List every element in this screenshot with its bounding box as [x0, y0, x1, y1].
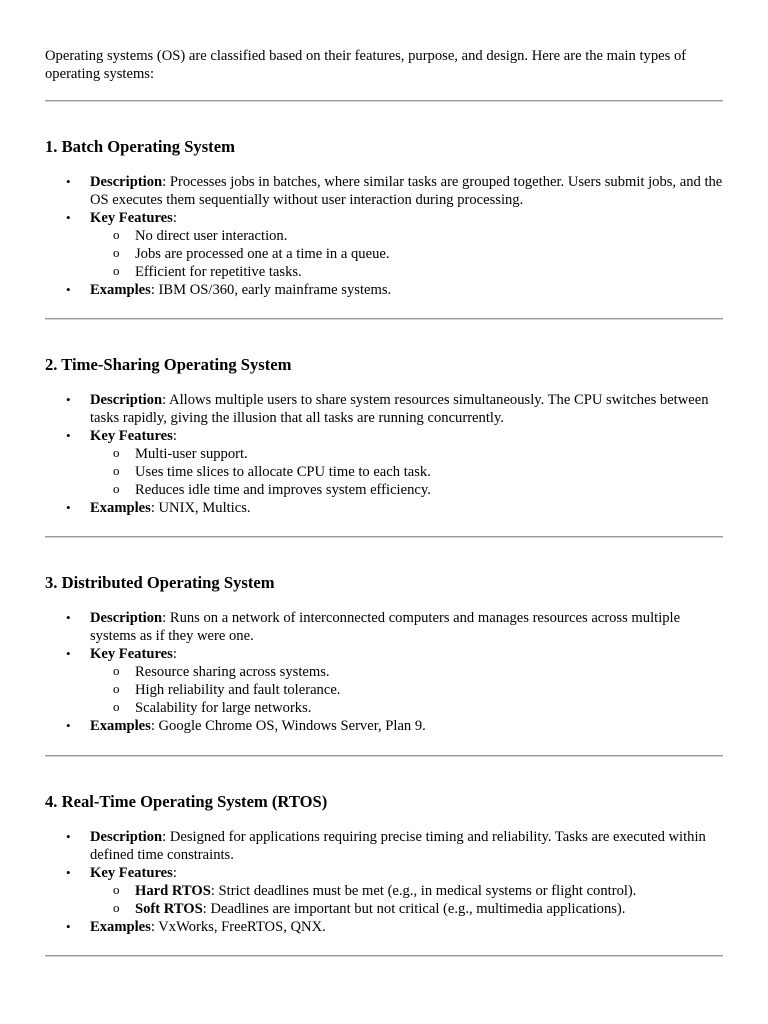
examples-label: Examples — [90, 718, 151, 734]
section-list — [45, 828, 725, 936]
examples-text: : VxWorks, FreeRTOS, QNX. — [150, 919, 326, 935]
key-features-label: Key Features — [90, 646, 173, 662]
section-batch-os — [45, 137, 725, 299]
features-list — [90, 882, 725, 918]
feature-item: o Efficient for repetitive tasks. — [135, 263, 725, 281]
intro-paragraph: Operating systems (OS) are classified based on their features, purpose, and design. Here are the main types of operating systems: — [45, 48, 687, 82]
examples-label: Examples — [90, 500, 151, 516]
feature-text: : Strict deadlines must be met (e.g., in medical systems or flight control). — [210, 883, 637, 899]
section-heading: 4. Real-Time Operating System (RTOS) — [45, 792, 328, 811]
description-text: : Processes jobs in batches, where similar tasks are grouped together. Users submit jobs, and the OS executes them sequentially without user interaction during processing. — [90, 174, 723, 208]
feature-item: o Reduces idle time and improves system efficiency. — [135, 481, 725, 499]
examples-item — [90, 281, 725, 299]
examples-text: : IBM OS/360, early mainframe systems. — [150, 282, 392, 298]
features-list — [90, 227, 725, 281]
divider — [45, 100, 723, 102]
section-heading: 1. Batch Operating System — [45, 137, 235, 156]
examples-item — [90, 918, 725, 936]
feature-item — [135, 900, 725, 918]
key-features-item: • Key Features: o Hard RTOS: Strict deadlines must be met (e.g., in medical systems or flight control). o Soft RTOS: Deadlines are important but not critical (e.g., multimedia applications). — [90, 864, 725, 918]
feature-term: Soft RTOS — [135, 901, 203, 917]
key-features-item: • Key Features: o Multi-user support. o Uses time slices to allocate CPU time to each task. o Reduces idle time and improves system efficiency. — [90, 427, 725, 499]
feature-item: o Scalability for large networks. — [135, 699, 725, 717]
examples-item — [90, 717, 725, 735]
section-heading: 3. Distributed Operating System — [45, 573, 275, 592]
features-list — [90, 445, 725, 499]
feature-item: o Multi-user support. — [135, 445, 725, 463]
feature-item: o No direct user interaction. — [135, 227, 725, 245]
feature-item: o Jobs are processed one at a time in a queue. — [135, 245, 725, 263]
key-features-label: Key Features — [90, 210, 173, 226]
description-text: : Runs on a network of interconnected computers and manages resources across multiple systems as if they were one. — [90, 610, 681, 644]
examples-label: Examples — [90, 919, 151, 935]
description-item — [90, 828, 725, 864]
feature-item: o High reliability and fault tolerance. — [135, 681, 725, 699]
examples-text: : UNIX, Multics. — [150, 500, 251, 516]
section-list — [45, 173, 725, 299]
divider — [45, 755, 723, 757]
section-list — [45, 391, 725, 517]
divider — [45, 536, 723, 538]
description-label: Description — [90, 174, 163, 190]
key-features-label: Key Features — [90, 428, 173, 444]
feature-text: : Deadlines are important but not critical (e.g., multimedia applications). — [202, 901, 626, 917]
key-features-label: Key Features — [90, 865, 173, 881]
description-label: Description — [90, 392, 163, 408]
feature-item — [135, 882, 725, 900]
examples-text: : Google Chrome OS, Windows Server, Plan 9. — [150, 718, 426, 734]
examples-item — [90, 499, 725, 517]
feature-item: o Resource sharing across systems. — [135, 663, 725, 681]
description-item — [90, 391, 725, 427]
description-item — [90, 173, 725, 209]
description-label: Description — [90, 829, 163, 845]
section-list — [45, 609, 725, 735]
section-rtos — [45, 792, 725, 936]
divider — [45, 318, 723, 320]
section-time-sharing-os — [45, 355, 725, 517]
examples-label: Examples — [90, 282, 151, 298]
feature-item: o Uses time slices to allocate CPU time to each task. — [135, 463, 725, 481]
description-label: Description — [90, 610, 163, 626]
description-text: : Designed for applications requiring precise timing and reliability. Tasks are executed within defined time constraints. — [90, 829, 706, 863]
divider — [45, 955, 723, 957]
section-heading: 2. Time-Sharing Operating System — [45, 355, 292, 374]
key-features-item: • Key Features: o Resource sharing across systems. o High reliability and fault tolerance. o Scalability for large networks. — [90, 645, 725, 717]
description-item — [90, 609, 725, 645]
features-list — [90, 663, 725, 717]
key-features-item: • Key Features: o No direct user interaction. o Jobs are processed one at a time in a queue. o Efficient for repetitive tasks. — [90, 209, 725, 281]
feature-term: Hard RTOS — [135, 883, 211, 899]
section-distributed-os — [45, 573, 725, 735]
description-text: : Allows multiple users to share system resources simultaneously. The CPU switches between tasks rapidly, giving the illusion that all tasks are running concurrently. — [90, 392, 709, 426]
